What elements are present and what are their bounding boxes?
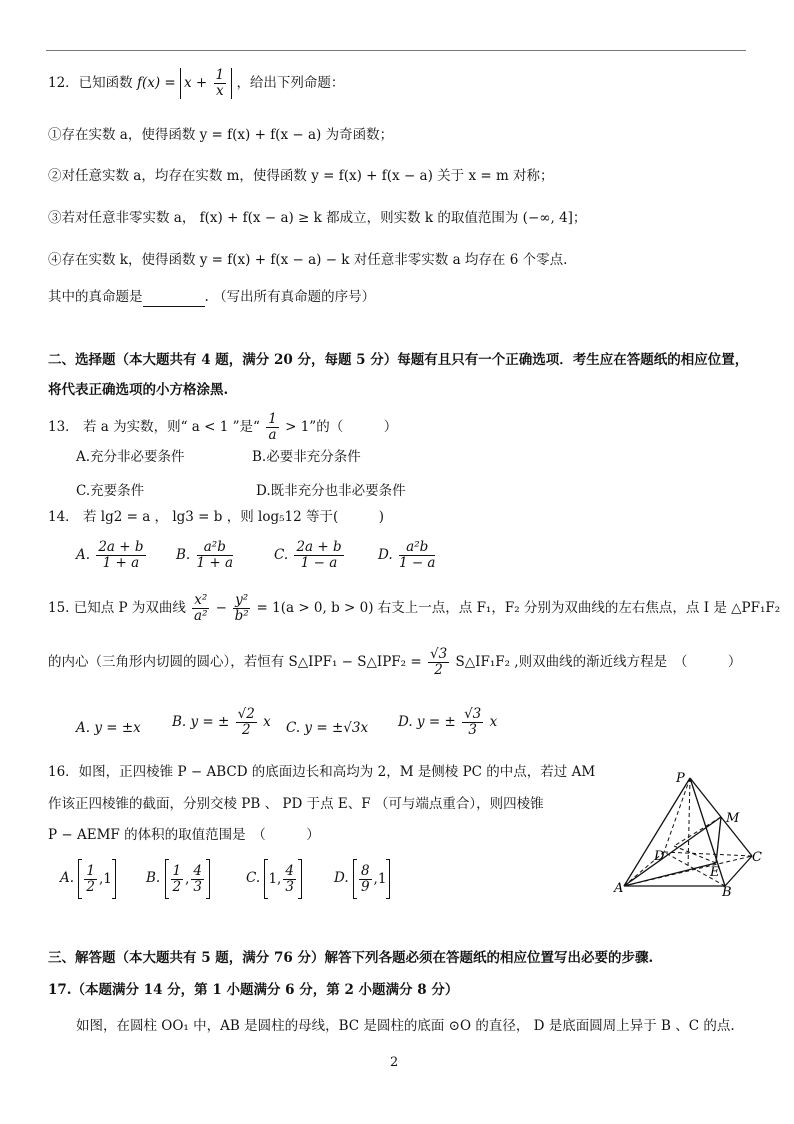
q15-line2-frac-num: √3 <box>430 646 448 662</box>
q14-opt-b-num: a²b <box>197 540 234 556</box>
q16-opt-b-l-num: 1 <box>172 862 182 879</box>
q14-opt-a-frac <box>96 540 145 571</box>
q15-opt-d-num: √3 <box>464 706 482 722</box>
q12-answer-line <box>48 287 375 307</box>
q14-option-d[interactable] <box>378 538 437 572</box>
q16-opt-c-interval <box>264 859 301 899</box>
label-A: A <box>614 881 624 896</box>
q13-option-c[interactable]: C.充要条件 <box>76 483 145 499</box>
q14-opt-d-num: a²b <box>399 540 436 556</box>
q15-opt-d-pre: D. y = ± <box>398 714 456 730</box>
q16-opt-a-frac <box>84 864 97 895</box>
q13-stem <box>48 412 397 443</box>
q15-opt-b-num: √2 <box>237 706 255 722</box>
q16-option-d[interactable] <box>334 858 390 899</box>
edge-BC <box>725 856 752 886</box>
q16-option-a[interactable] <box>60 858 116 899</box>
q13-frac-den: a <box>268 427 277 443</box>
edge-PA <box>624 778 690 886</box>
label-P: P <box>676 771 685 786</box>
q12-stem <box>48 68 344 99</box>
q12-item2: ②对任意实数 a，均存在实数 m，使得函数 y = f(x) + f(x − a) 关于 x = m 对称； <box>48 168 554 184</box>
q13-stem-b: > 1”的（ ） <box>285 419 398 435</box>
segment-MF <box>674 817 721 846</box>
q15-line2-frac-den: 2 <box>434 662 443 678</box>
q14-opt-b-frac <box>197 540 234 571</box>
q15-opt-b-post: x <box>263 714 271 730</box>
q17-heading: 17.（本题满分 14 分，第 1 小题满分 6 分，第 2 小题满分 8 分） <box>48 982 459 998</box>
q15-opt-b-pre: B. y = ± <box>172 714 230 730</box>
q14-opt-d-den: 1 − a <box>398 555 436 571</box>
q15-frac2-den: b² <box>234 608 249 624</box>
q14-option-b[interactable] <box>176 538 235 572</box>
q12-item1: ①存在实数 a，使得函数 y = f(x) + f(x − a) 为奇函数； <box>48 127 394 143</box>
q16-option-c[interactable] <box>246 858 302 899</box>
q15-opt-b-frac <box>236 707 257 738</box>
q15-frac1-den: a² <box>194 608 208 624</box>
q15-line2-frac <box>428 647 449 678</box>
q15-line2-a: 的内心（三角形内切圆的圆心），若恒有 S△IPF₁ − S△IPF₂ = <box>48 654 422 670</box>
q16-opt-b-interval: $\frac{1}{2}$ , $\frac{4}{3}$ <box>165 859 210 899</box>
q15-opt-d-post: x <box>489 714 498 730</box>
q13-frac-num: 1 <box>268 411 277 427</box>
q16-opt-d-frac <box>359 864 372 895</box>
q15-frac2-num: y² <box>235 592 249 608</box>
q12-frac <box>214 68 227 99</box>
q16-opt-d-r: ,1 <box>373 870 387 887</box>
q16-opt-b-r-num: 4 <box>193 862 202 879</box>
q15-option-d[interactable] <box>398 704 497 740</box>
q12-answer-prefix: 其中的真命题是 <box>48 289 143 305</box>
q16-opt-b-r-den: 3 <box>193 878 202 895</box>
q14-option-c[interactable] <box>274 538 346 572</box>
q16-opt-a-label: A. <box>60 870 75 886</box>
q15-minus: − <box>215 600 227 616</box>
q15-frac1 <box>192 593 209 624</box>
q15-stem-line2 <box>48 644 741 680</box>
q12-answer-blank[interactable] <box>143 292 205 307</box>
q14-opt-a-num: 2a + b <box>98 539 144 555</box>
label-E: E <box>710 865 720 880</box>
q16-opt-b-label: B. <box>146 870 161 886</box>
q13-option-a[interactable]: A.充分非必要条件 <box>76 449 185 465</box>
q16-stem-line2: 作该正四棱锥的截面，分别交棱 PB 、 PD 于点 E、F （可与端点重合），则四棱锥 <box>48 796 544 812</box>
q15-stem-b: = 1(a > 0, b > 0) 右支上一点，点 F₁，F₂ 分别为双曲线的左右焦点，点 I 是 △PF₁F₂ <box>256 600 781 616</box>
q12-frac-num: 1 <box>215 67 225 83</box>
q14-opt-b-label: B. <box>176 547 191 563</box>
q16-opt-a-l-num: 1 <box>86 862 95 879</box>
q16-opt-d-l-num: 8 <box>360 862 370 879</box>
section2-heading-line2: 将代表正确选项的小方格涂黑. <box>48 382 229 398</box>
q14-opt-c-num: 2a + b <box>296 539 342 555</box>
q16-opt-c-label: C. <box>246 870 261 886</box>
q15-frac1-num: x² <box>194 592 208 608</box>
label-D: D <box>654 849 665 864</box>
q13-stem-a: 13． 若 a 为实数，则“ a < 1 ”是“ <box>48 419 260 435</box>
segment-ME <box>716 817 721 863</box>
pyramid-figure <box>612 768 782 898</box>
q12-stem-prefix: 12．已知函数 <box>48 75 133 91</box>
section2-heading-line1: 二、选择题（本大题共有 4 题，满分 20 分，每题 5 分）每题有且只有一个正确选项．考生应在答题纸的相应位置， <box>48 352 749 368</box>
label-C: C <box>752 850 762 865</box>
q14-option-a[interactable] <box>76 538 148 572</box>
q15-opt-d-den: 3 <box>468 722 477 738</box>
q16-opt-c-r-num: 4 <box>285 862 294 879</box>
q15-frac2 <box>233 593 250 624</box>
q14-opt-a-den: 1 + a <box>102 555 140 571</box>
q16-opt-a-r: ,1 <box>98 870 112 887</box>
q12-stem-suffix: ，给出下列命题： <box>236 75 345 91</box>
section3-heading: 三、解答题（本大题共有 5 题，满分 76 分）解答下列各题必须在答题纸的相应位置写出必要的步骤. <box>48 950 654 966</box>
q15-stem-a: 15. 已知点 P 为双曲线 <box>48 600 186 616</box>
q12-abs-left: x + <box>184 75 208 91</box>
q14-opt-c-frac <box>294 540 343 571</box>
q15-line2-b: S△IF₁F₂ ,则双曲线的渐近线方程是 （ ） <box>455 654 742 670</box>
q12-item3: ③若对任意非零实数 a， f(x) + f(x − a) ≥ k 都成立，则实数 k 的取值范围为 (−∞, 4]； <box>48 210 587 226</box>
q16-opt-c-r-den: 3 <box>285 878 294 895</box>
q14-opt-c-label: C. <box>274 547 289 563</box>
q13-frac <box>266 412 279 443</box>
q16-opt-c-rfrac <box>283 864 296 895</box>
q15-stem-line1 <box>48 590 780 626</box>
q16-opt-c-l: 1, <box>268 870 282 887</box>
edge-DC <box>664 852 752 856</box>
q16-stem-line3: P − AEMF 的体积的取值范围是 （ ） <box>48 827 320 843</box>
q12-abs <box>180 68 232 99</box>
q16-opt-a-interval <box>78 859 115 899</box>
q16-opt-d-l-den: 9 <box>360 878 370 895</box>
q13-option-b[interactable]: B.必要非充分条件 <box>252 449 361 465</box>
q12-answer-suffix: . （写出所有真命题的序号） <box>204 289 376 305</box>
q15-option-a[interactable]: A. y = ±x <box>76 720 141 736</box>
q14-stem: 14． 若 lg2 = a ， lg3 = b ，则 log₅12 等于( ) <box>48 509 385 525</box>
q14-opt-a-label: A. <box>76 547 91 563</box>
q13-option-d[interactable]: D.既非充分也非必要条件 <box>256 483 406 499</box>
q15-option-b[interactable] <box>172 704 271 740</box>
q16-stem-line1: 16．如图，正四棱锥 P − ABCD 的底面边长和高均为 2，M 是侧棱 PC 的中点，若过 AM <box>48 764 596 780</box>
header-rule <box>46 50 746 51</box>
q15-option-c[interactable]: C. y = ±√3x <box>286 720 369 736</box>
q14-opt-b-den: 1 + a <box>196 555 234 571</box>
page-number: 2 <box>390 1055 399 1070</box>
q16-opt-d-interval <box>353 859 390 899</box>
q12-func: f(x) = <box>136 75 176 91</box>
q12-item4: ④存在实数 k，使得函数 y = f(x) + f(x − a) − k 对任意非零实数 a 均存在 6 个零点. <box>48 252 568 268</box>
q16-option-b[interactable] <box>146 858 210 899</box>
q16-opt-b-lfrac <box>171 864 184 895</box>
q16-opt-b-rfrac <box>191 864 204 895</box>
q16-opt-b-l-den: 2 <box>172 878 182 895</box>
q16-opt-d-label: D. <box>334 870 349 886</box>
height-PO <box>688 778 690 869</box>
label-M: M <box>726 811 740 826</box>
q17-body: 如图，在圆柱 OO₁ 中，AB 是圆柱的母线，BC 是圆柱的底面 ⊙O 的直径， D 是底面圆周上异于 B 、C 的点. <box>76 1018 735 1034</box>
q14-opt-d-frac <box>399 540 436 571</box>
q14-opt-c-den: 1 − a <box>300 555 338 571</box>
q15-opt-d-frac <box>462 707 483 738</box>
q12-frac-den: x <box>216 83 224 99</box>
label-B: B <box>722 885 732 898</box>
q16-opt-a-l-den: 2 <box>86 878 95 895</box>
q15-opt-b-den: 2 <box>241 722 251 738</box>
q14-opt-d-label: D. <box>378 547 393 563</box>
